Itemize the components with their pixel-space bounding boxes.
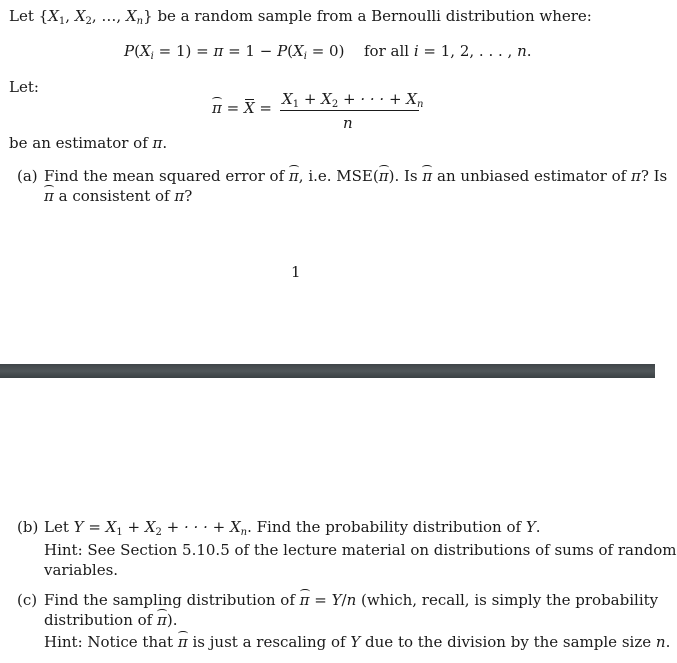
text: = [309, 591, 332, 609]
part-c-label: (c) [17, 591, 38, 609]
period: . [162, 134, 168, 152]
bernoulli-equation [124, 42, 532, 66]
pi-symbol: π [174, 187, 185, 205]
period: . [526, 42, 532, 60]
sub-1: 1 [58, 16, 66, 27]
part-a-label: (a) [17, 167, 38, 185]
pi-hat: π [288, 167, 299, 185]
num-x: X [282, 90, 293, 108]
eq-sign: = [254, 99, 272, 117]
for-all-text: for all [363, 42, 410, 60]
comma: , [91, 7, 102, 25]
estimator-text: be an estimator of [9, 134, 148, 152]
intro-sentence [9, 7, 592, 31]
part-c-line2 [44, 611, 178, 629]
page-divider [0, 364, 655, 378]
text: + · · · + X [161, 518, 241, 536]
ellipsis: … [101, 7, 117, 25]
pi-hat: π [212, 99, 222, 117]
eq-mid: = 1 − [223, 42, 278, 60]
num-sub: 2 [331, 99, 339, 110]
text: Find the mean squared error of [44, 167, 285, 185]
pi-symbol: π [630, 167, 641, 185]
var-n: n [346, 591, 357, 609]
sub-i: i [150, 51, 154, 62]
var-n: n [517, 42, 527, 60]
num-x: + X [299, 90, 332, 108]
eq-sign: = [221, 99, 244, 117]
var-x: X [293, 42, 304, 60]
pi-hat: π [157, 611, 167, 629]
part-b-hint-line2: variables. [44, 561, 119, 579]
part-c-hint [44, 633, 670, 651]
var-x: X [125, 7, 137, 25]
page-number: 1 [291, 263, 301, 281]
x-bar: X [243, 99, 255, 117]
text: Find the sampling distribution of [44, 591, 295, 609]
text: ? Is [640, 167, 668, 185]
estimator-lhs [212, 99, 272, 117]
comma: , [65, 7, 75, 25]
num-sub: 1 [292, 99, 300, 110]
index-i: i [413, 42, 419, 60]
text: . Find the probability distribution of [247, 518, 522, 536]
prob-p: P [277, 42, 288, 60]
text: Let [44, 518, 69, 536]
sub-n: n [136, 16, 144, 27]
part-b-line1 [44, 518, 541, 542]
text: a consistent of [58, 187, 170, 205]
pi-hat: π [378, 167, 389, 185]
let-label: Let: [9, 78, 39, 96]
var-x: X [139, 42, 151, 60]
pi-hat: π [299, 591, 310, 609]
pi-hat: π [177, 633, 188, 651]
pi-hat: π [44, 187, 54, 205]
sub-n: n [240, 527, 248, 538]
period: . [665, 633, 671, 651]
text: = X [83, 518, 117, 536]
pi-hat: π [422, 167, 433, 185]
text: ). Is [388, 167, 418, 185]
var-n: n [655, 633, 666, 651]
part-b-label: (b) [17, 518, 39, 536]
text: is just a rescaling of [192, 633, 346, 651]
sub-2: 2 [85, 16, 92, 27]
var-y: Y [350, 633, 361, 651]
text: distribution of [44, 611, 153, 629]
set-open-brace: { [38, 7, 49, 25]
text: an unbiased estimator of [437, 167, 627, 185]
text: due to the division by the sample size [365, 633, 652, 651]
paren-open: ( [134, 42, 140, 60]
var-y: Y [525, 518, 536, 536]
comma: , [116, 7, 126, 25]
var-y: Y [73, 518, 84, 536]
var-x: X [74, 7, 86, 25]
set-close-brace: } [143, 7, 153, 25]
num-sub: n [416, 99, 424, 110]
text: (which, recall, is simply the probability [356, 591, 659, 609]
sub-1: 1 [116, 527, 123, 538]
period: . [535, 518, 541, 536]
text: , i.e. MSE( [298, 167, 379, 185]
num-x: + · · · + X [338, 90, 417, 108]
pi-symbol: π [213, 42, 224, 60]
estimator-sentence [9, 134, 167, 152]
pi-symbol: π [152, 134, 163, 152]
fraction-denominator [343, 114, 353, 132]
part-a-line1 [44, 167, 667, 185]
text: Hint: Notice that [44, 633, 174, 651]
text: ). [166, 611, 178, 629]
fraction-bar [280, 110, 419, 111]
part-c-line1 [44, 591, 658, 609]
text: + X [122, 518, 156, 536]
slash: / [341, 591, 347, 609]
sub-2: 2 [155, 527, 162, 538]
index-range: = 1, 2, . . . , [418, 42, 518, 60]
part-b-hint-line1: Hint: See Section 5.10.5 of the lecture material on distributions of sums of random [44, 541, 677, 559]
intro-prefix: Let [9, 7, 34, 25]
eq-one: = 1) = [153, 42, 214, 60]
sub-i: i [303, 51, 307, 62]
var-x: X [48, 7, 59, 25]
eq-zero: = 0) [306, 42, 345, 60]
var-y: Y [331, 591, 342, 609]
denominator-n: n [343, 114, 353, 132]
paren-open: ( [287, 42, 294, 60]
intro-suffix: be a random sample from a Bernoulli distribution where: [157, 7, 592, 25]
text: ? [184, 187, 193, 205]
part-a-line2 [44, 187, 192, 205]
prob-p: P [124, 42, 135, 60]
